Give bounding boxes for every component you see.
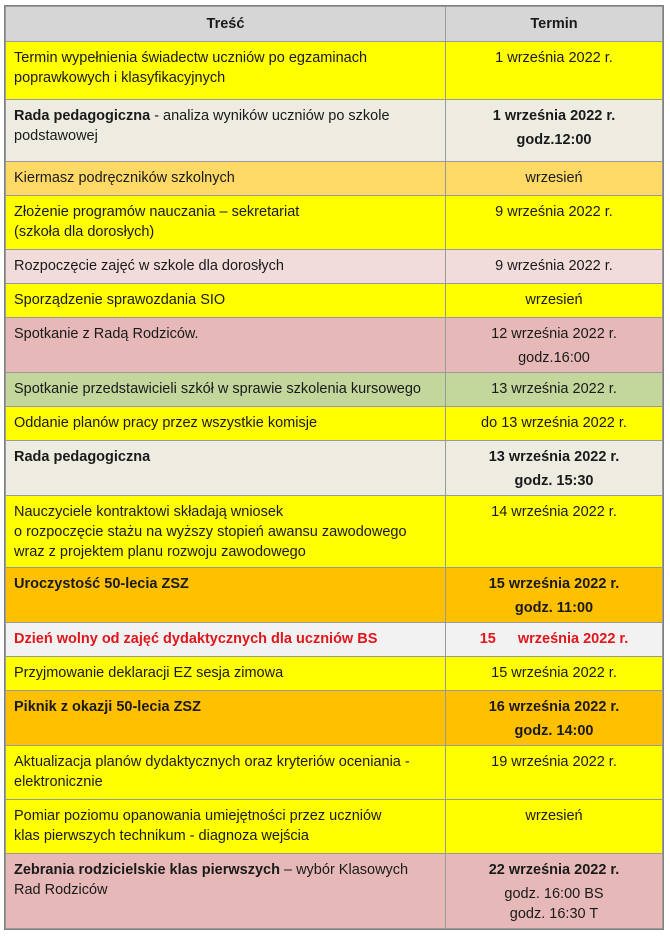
row-content-line3: wraz z projektem planu rozwoju zawodowego <box>14 544 306 560</box>
row-content-bold: Zebrania rodzicielskie klas pierwszych <box>14 862 280 878</box>
table-header-row <box>6 7 663 42</box>
row-date <box>446 657 663 691</box>
row-content-text: Aktualizacja planów dydaktycznych oraz kryteriów oceniania - elektronicznie <box>14 754 410 790</box>
row-content-bold: Dzień wolny od zajęć dydaktycznych dla uczniów BS <box>14 631 378 647</box>
row-content <box>6 373 446 407</box>
row-date <box>446 162 663 196</box>
row-content <box>6 746 446 800</box>
row-content-text: – wybór Klasowych Rad Rodziców <box>14 862 409 898</box>
table-row <box>6 318 663 373</box>
row-date-time: godz. 15:30 <box>514 473 594 489</box>
row-date <box>446 496 663 568</box>
row-content <box>6 162 446 196</box>
row-content <box>6 441 446 496</box>
row-content-text: Sporządzenie sprawozdania SIO <box>14 292 226 308</box>
row-date-text: 16 września 2022 r. <box>488 699 620 715</box>
row-content <box>6 196 446 250</box>
row-content-line2: (szkoła dla dorosłych) <box>14 224 155 240</box>
row-content-line2: klas pierwszych technikum - diagnoza wejścia <box>14 828 309 844</box>
row-date-time: godz. 14:00 <box>514 723 594 739</box>
row-date-text: 13 września 2022 r. <box>488 449 620 465</box>
row-date-text: 22 września 2022 r. <box>488 862 620 878</box>
row-content <box>6 100 446 162</box>
header-date: Termin <box>446 7 663 42</box>
row-date <box>446 42 663 100</box>
row-content <box>6 657 446 691</box>
table-row <box>6 746 663 800</box>
row-date-time: godz. 16:00 BS <box>504 886 604 902</box>
table-row <box>6 284 663 318</box>
row-date-text: 15 września 2022 r. <box>488 576 620 592</box>
row-content <box>6 284 446 318</box>
row-content-bold: Rada pedagogiczna <box>14 108 151 124</box>
row-date-text: 15 września 2022 r. <box>491 665 617 681</box>
row-date <box>446 318 663 373</box>
row-content <box>6 568 446 623</box>
table-row <box>6 42 663 100</box>
table-row <box>6 373 663 407</box>
row-date <box>446 568 663 623</box>
row-content-text: Przyjmowanie deklaracji EZ sesja zimowa <box>14 665 284 681</box>
table-body <box>6 42 663 929</box>
row-content-text: Złożenie programów nauczania – sekretariat <box>14 204 300 220</box>
row-content <box>6 854 446 929</box>
row-date <box>446 746 663 800</box>
table-row <box>6 196 663 250</box>
row-content-text: Spotkanie z Radą Rodziców. <box>14 326 199 342</box>
table-row <box>6 657 663 691</box>
table-row <box>6 407 663 441</box>
table-row <box>6 100 663 162</box>
row-date <box>446 250 663 284</box>
row-date <box>446 800 663 854</box>
schedule-table-frame <box>4 5 664 930</box>
row-date <box>446 196 663 250</box>
row-date-time: godz. 11:00 <box>514 600 594 616</box>
row-date-text: wrzesień <box>525 292 583 308</box>
row-date-time: godz.12:00 <box>516 132 592 148</box>
row-content-text: Termin wypełnienia świadectw uczniów po egzaminach poprawkowych i klasyfikacyjnych <box>14 50 368 86</box>
row-date-text: wrzesień <box>525 170 583 186</box>
row-content-text: Kiermasz podręczników szkolnych <box>14 170 235 186</box>
row-content-text: Pomiar poziomu opanowania umiejętności przez uczniów <box>14 808 382 824</box>
table-row <box>6 250 663 284</box>
row-content <box>6 691 446 746</box>
table-row <box>6 854 663 929</box>
row-date-text: wrzesień <box>525 808 583 824</box>
row-date-month: września 2022 r. <box>517 631 629 647</box>
schedule-table <box>5 6 663 929</box>
row-date-text: 14 września 2022 r. <box>491 504 617 520</box>
row-content <box>6 800 446 854</box>
row-date-time2: godz. 16:30 T <box>509 906 599 922</box>
row-content <box>6 496 446 568</box>
row-date <box>446 407 663 441</box>
row-content-text: - analiza wyników uczniów po szkole podstawowej <box>14 108 390 144</box>
table-row <box>6 623 663 657</box>
table-row <box>6 496 663 568</box>
row-content-text: Nauczyciele kontraktowi składają wniosek <box>14 504 284 520</box>
row-date <box>446 100 663 162</box>
row-date-time: godz.16:00 <box>518 350 590 366</box>
row-date-text: 19 września 2022 r. <box>491 754 617 770</box>
row-date-text: 9 września 2022 r. <box>495 204 613 220</box>
row-content <box>6 318 446 373</box>
table-row <box>6 441 663 496</box>
table-row <box>6 691 663 746</box>
table-row <box>6 568 663 623</box>
row-date-text: 1 września 2022 r. <box>492 108 616 124</box>
header-content: Treść <box>6 7 446 42</box>
row-content <box>6 407 446 441</box>
row-date-day: 15 <box>479 631 496 647</box>
row-date <box>446 441 663 496</box>
row-content <box>6 250 446 284</box>
row-content-text: Rozpoczęcie zajęć w szkole dla dorosłych <box>14 258 284 274</box>
row-content-line2: o rozpoczęcie stażu na wyższy stopień awansu zawodowego <box>14 524 407 540</box>
row-date-text: 9 września 2022 r. <box>495 258 613 274</box>
table-row <box>6 800 663 854</box>
row-content-text: Spotkanie przedstawicieli szkół w sprawie szkolenia kursowego <box>14 381 421 397</box>
row-date <box>446 691 663 746</box>
row-content-bold: Piknik z okazji 50-lecia ZSZ <box>14 699 201 715</box>
row-date-text: 13 września 2022 r. <box>491 381 617 397</box>
row-date-text: 12 września 2022 r. <box>491 326 617 342</box>
row-date-text: do 13 września 2022 r. <box>481 415 627 431</box>
row-date-text: 1 września 2022 r. <box>495 50 613 66</box>
row-date <box>446 373 663 407</box>
row-content <box>6 623 446 657</box>
row-content-text: Oddanie planów pracy przez wszystkie komisje <box>14 415 318 431</box>
row-content-bold: Uroczystość 50-lecia ZSZ <box>14 576 189 592</box>
table-row <box>6 162 663 196</box>
row-date <box>446 284 663 318</box>
row-content <box>6 42 446 100</box>
row-content-bold: Rada pedagogiczna <box>14 449 151 465</box>
row-date <box>446 623 663 657</box>
row-date <box>446 854 663 929</box>
